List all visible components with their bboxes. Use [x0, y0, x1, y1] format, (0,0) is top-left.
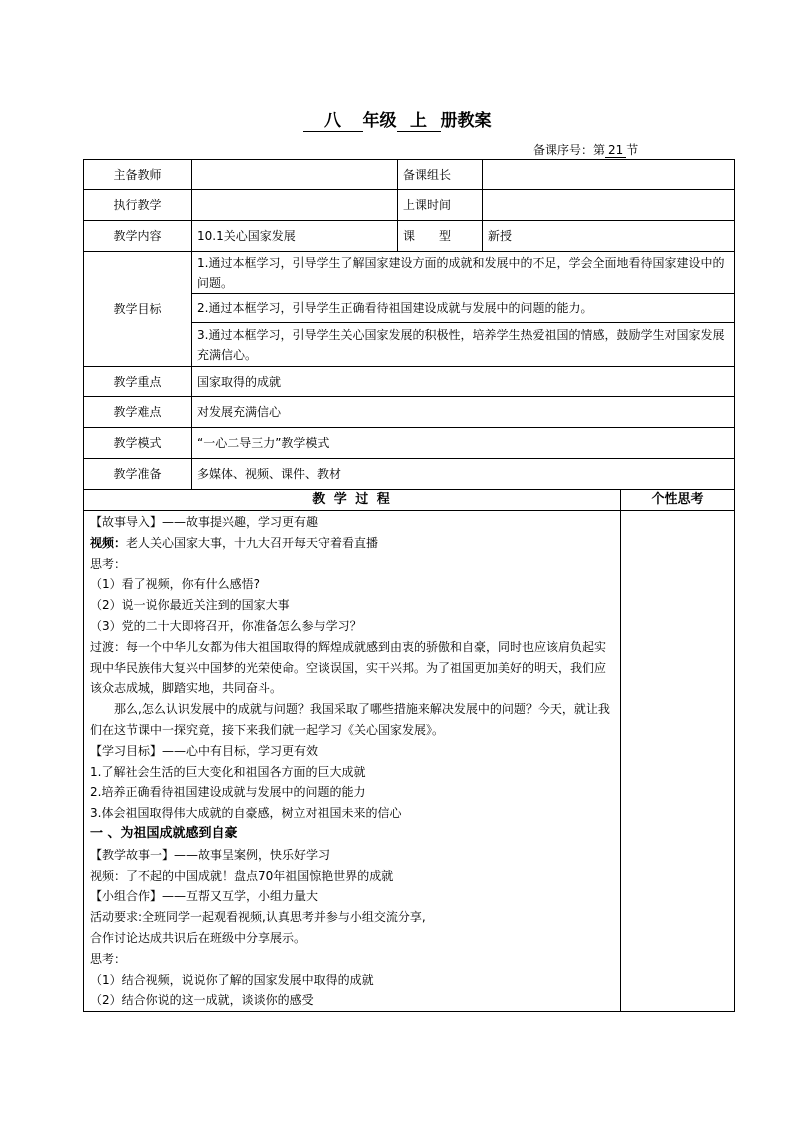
- class-time-label: 上课时间: [398, 190, 483, 221]
- difficulty-value: 对发展充满信心: [192, 397, 735, 428]
- content-value: 10.1关心国家发展: [192, 221, 398, 252]
- group-work-heading: 【小组合作】——互帮又互学，小组力量大: [90, 889, 319, 904]
- question-item: （1）结合视频，说说你了解的国家发展中取得的成就: [90, 972, 374, 987]
- question-item: （2）结合你说的这一成就，谈谈你的感受: [90, 993, 314, 1008]
- goal-item-2: 2.通过本框学习，引导学生正确看待祖国建设成就与发展中的问题的能力。: [192, 294, 735, 323]
- executor-field[interactable]: [192, 190, 398, 221]
- sequence-number: 21: [605, 143, 626, 158]
- focus-value: 国家取得的成就: [192, 367, 735, 397]
- type-value: 新授: [483, 221, 735, 252]
- video-text: 老人关心国家大事，十九大召开每天守着看直播: [126, 535, 379, 550]
- lead-teacher-label: 主备教师: [84, 160, 192, 190]
- story-intro-heading: 【故事导入】——故事提兴趣，学习更有趣: [90, 515, 319, 529]
- grade-suffix: 年级: [362, 111, 397, 131]
- video-line: 视频：了不起的中国成就！盘点70年祖国惊艳世界的成就: [90, 868, 394, 883]
- group-leader-label: 备课组长: [398, 160, 483, 190]
- process-header: 教 学 过 程: [84, 490, 621, 511]
- question-item: （2）说一说你最近关注到的国家大事: [90, 598, 290, 613]
- activity-requirement: 活动要求:全班同学一起观看视频,认真思考并参与小组交流分享,: [90, 910, 426, 925]
- executor-label: 执行教学: [84, 190, 192, 221]
- sequence-prefix: 备课序号：第: [533, 143, 606, 157]
- question-item: （3）党的二十大即将召开，你准备怎么参与学习？: [90, 618, 362, 633]
- transition-paragraph: 过渡：每一个中华儿女都为伟大祖国取得的辉煌成就感到由衷的骄傲和自豪，同时也应该肩负起实现中华民族伟大复兴中国梦的光荣使命。空谈误国，实干兴邦。为了祖国更加美好的明天，我们应该众志成城，脚踏实地，共同奋斗。: [90, 639, 607, 696]
- transition-question-paragraph: 那么,怎么认识发展中的成就与问题？我国采取了哪些措施来解决发展中的问题？今天，就让我们在这节课中一探究竟，接下来我们就一起学习《关心国家发展》。: [90, 702, 610, 737]
- goal-item-3: 3.通过本框学习，引导学生关心国家发展的积极性，培养学生热爱祖国的情感，鼓励学生对国家发展充满信心。: [192, 323, 735, 367]
- goals-label: 教学目标: [84, 252, 192, 367]
- difficulty-label: 教学难点: [84, 397, 192, 428]
- activity-requirement-cont: 合作讨论达成共识后在班级中分享展示。: [90, 930, 307, 945]
- video-line: [90, 533, 614, 554]
- reflection-column[interactable]: [621, 511, 735, 1012]
- prep-value: 多媒体、视频、课件、教材: [192, 459, 735, 490]
- reflection-header: 个性思考: [621, 490, 735, 511]
- title-suffix: 册教案: [440, 111, 492, 131]
- lesson-sequence: [533, 141, 638, 158]
- sequence-suffix: 节: [626, 143, 639, 157]
- video-label: 视频：: [90, 535, 127, 550]
- focus-label: 教学重点: [84, 367, 192, 397]
- teaching-story-heading: 【教学故事一】——故事呈案例，快乐好学习: [90, 847, 331, 862]
- learning-goal-item: 2.培养正确看待祖国建设成就与发展中的问题的能力: [90, 785, 366, 800]
- prep-label: 教学准备: [84, 459, 192, 490]
- mode-value: “一心二导三力”教学模式: [192, 428, 735, 459]
- page-title: [0, 106, 794, 132]
- mode-label: 教学模式: [84, 428, 192, 459]
- learning-goal-item: 3.体会祖国取得伟大成就的自豪感，树立对祖国未来的信心: [90, 806, 402, 821]
- term-value: 上: [397, 111, 441, 132]
- process-body: [84, 511, 621, 1012]
- section-heading: 一 、为祖国成就感到自豪: [90, 825, 238, 841]
- think-label: 思考：: [90, 951, 127, 966]
- grade-value: 八: [303, 111, 363, 132]
- group-leader-field[interactable]: [483, 160, 735, 190]
- content-label: 教学内容: [84, 221, 192, 252]
- learning-goals-heading: 【学习目标】——心中有目标，学习更有效: [90, 743, 319, 758]
- learning-goal-item: 1.了解社会生活的巨大变化和祖国各方面的巨大成就: [90, 764, 366, 779]
- goal-item-1: 1.通过本框学习，引导学生了解国家建设方面的成就和发展中的不足，学会全面地看待国家建设中的问题。: [192, 252, 735, 294]
- lesson-plan-table: [83, 159, 735, 1012]
- class-time-field[interactable]: [483, 190, 735, 221]
- type-label: 课 型: [398, 221, 483, 252]
- question-item: （1）看了视频，你有什么感悟?: [90, 577, 261, 592]
- lead-teacher-field[interactable]: [192, 160, 398, 190]
- think-label: 思考：: [90, 556, 127, 571]
